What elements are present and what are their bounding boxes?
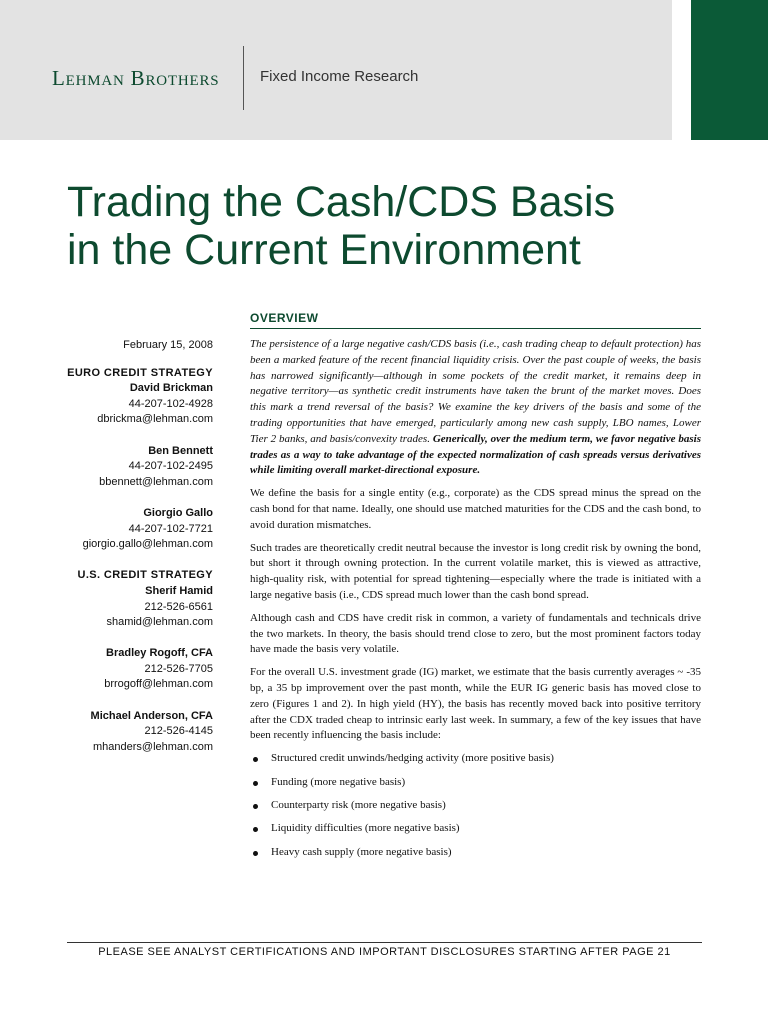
analyst-name: Giorgio Gallo (143, 506, 213, 519)
list-item (250, 798, 701, 814)
analyst-phone: 212-526-7705 (144, 662, 213, 675)
analyst-email[interactable]: bbennett@lehman.com (99, 475, 213, 488)
analyst-phone: 44-207-102-4928 (128, 397, 213, 410)
analyst-phone: 44-207-102-7721 (128, 522, 213, 535)
header-divider (243, 46, 244, 110)
bullet-icon (253, 804, 258, 809)
list-item-text: Counterparty risk (more negative basis) (271, 798, 446, 811)
analyst-email[interactable]: brrogoff@lehman.com (104, 678, 213, 691)
publication-date: February 15, 2008 (123, 339, 213, 351)
list-item (250, 751, 701, 767)
disclosures-notice: PLEASE SEE ANALYST CERTIFICATIONS AND IMPORTANT DISCLOSURES STARTING AFTER PAGE 21 (98, 946, 671, 958)
strategy-heading: EURO CREDIT STRATEGY (67, 366, 213, 379)
analyst-name: David Brickman (129, 382, 213, 395)
analyst-name: Ben Bennett (148, 444, 213, 457)
analyst-email[interactable]: shamid@lehman.com (106, 616, 213, 629)
intro-summary: The persistence of a large negative cash/CDS basis (i.e., cash trading cheap to default protection) has been a marked feature of the recent financial liquidity crisis. Over the past couple of weeks, the basis has narrowed significantly—although in some pockets of the credit market, it remains deep in negative territory—as synthetic credit instruments have taken the brunt of the market moves. Does this mark a trend reversal of the basis? We examine the key drivers of the basis and some of the trading opportunities that have emerged, particularly among new cash supply, LBO names, Lower Tier 2 banks, and basis/convexity trades. (250, 338, 701, 445)
lehman-brothers-logo: Lehman Brothers (52, 66, 220, 90)
list-item-text: Funding (more negative basis) (271, 775, 406, 788)
analyst-phone: 212-526-6561 (144, 600, 213, 613)
body-paragraph: We define the basis for a single entity (e.g., corporate) as the CDS spread minus the spread on the cash bond for that name. Ideally, one should use matched maturities for the CDS and the cash bond, to avoid duration mismatches. (250, 487, 701, 531)
analyst-sidebar (40, 338, 213, 755)
footer-divider (67, 942, 702, 943)
intro-paragraph (250, 337, 701, 479)
overview-body (250, 337, 701, 868)
analyst-phone: 44-207-102-2495 (128, 460, 213, 473)
strategy-heading: U.S. CREDIT STRATEGY (77, 569, 213, 582)
analyst-name: Sherif Hamid (145, 584, 213, 597)
analyst-email[interactable]: giorgio.gallo@lehman.com (82, 538, 213, 551)
analyst-email[interactable]: dbrickma@lehman.com (97, 413, 213, 426)
list-item (250, 775, 701, 791)
bullet-icon (253, 827, 258, 832)
report-title-line-2: in the Current Environment (67, 226, 581, 274)
division-label: Fixed Income Research (260, 68, 419, 85)
bullet-icon (253, 851, 258, 856)
intro-recommendation: Generically, over the medium term, we favor negative basis trades as a way to take advantage of the expected normalization of cash spreads versus derivatives while limiting overall market-directional exposure. (250, 432, 702, 477)
list-item (250, 821, 701, 837)
key-issues-list (250, 751, 701, 860)
body-paragraph: Such trades are theoretically credit neutral because the investor is long credit risk by owning the bond, but short it through owning protection. In the current volatile market, this is viewed as attractive, high-quality risk, with potential for spread tightening—especially where the trade is initiated with a large negative basis (i.e., CDS spread much lower than the cash bond spread. (250, 541, 701, 601)
brand-accent-block (691, 0, 768, 140)
bullet-icon (253, 781, 258, 786)
analyst-name: Michael Anderson, CFA (90, 709, 213, 722)
list-item-text: Heavy cash supply (more negative basis) (271, 845, 452, 858)
analyst-email[interactable]: mhanders@lehman.com (93, 740, 213, 753)
body-paragraph: Although cash and CDS have credit risk in common, a variety of fundamentals and technicals drive the two markets. In theory, the basis should trend close to zero, but the most prominent factors today have made the basis very volatile. (250, 611, 701, 656)
overview-heading: OVERVIEW (250, 311, 701, 329)
list-item (250, 845, 701, 861)
report-title (67, 178, 707, 274)
body-paragraph: For the overall U.S. investment grade (IG) market, we estimate that the basis currently averages ~ -35 bp, a 35 bp improvement over the past month, while the EUR IG generic basis has moved close to zero (Figures 1 and 2). In high yield (HY), the basis has recently moved back into positive territory after the CDX traded cheap to intrinsic early last week. In summary, a few of the key issues that have been recently influencing the basis include: (250, 666, 701, 742)
analyst-name: Bradley Rogoff, CFA (106, 647, 213, 660)
analyst-phone: 212-526-4145 (144, 725, 213, 738)
report-title-line-1: Trading the Cash/CDS Basis (67, 178, 616, 226)
list-item-text: Liquidity difficulties (more negative basis) (271, 822, 460, 835)
list-item-text: Structured credit unwinds/hedging activity (more positive basis) (271, 752, 554, 765)
bullet-icon (253, 757, 258, 762)
